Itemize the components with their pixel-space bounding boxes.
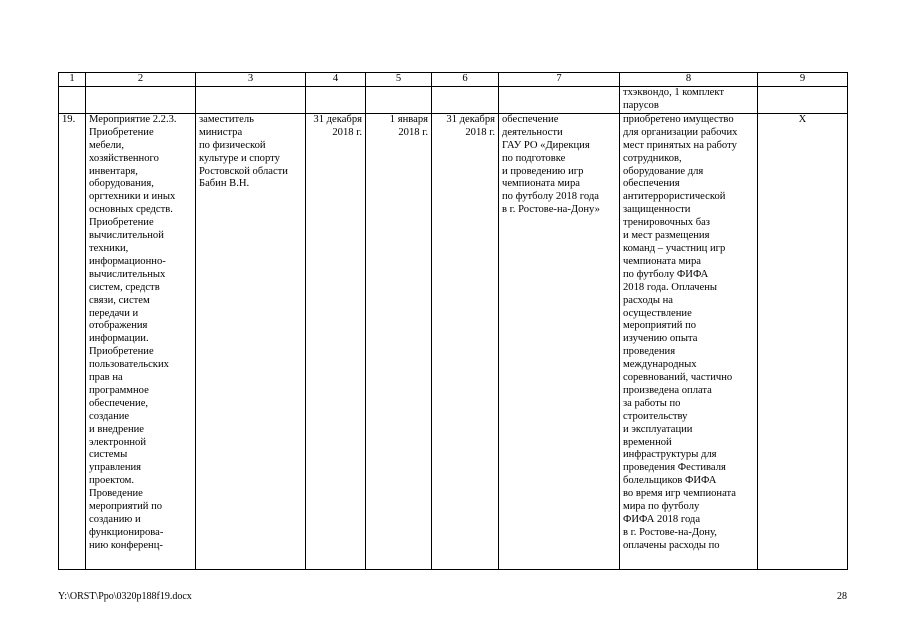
footer-file-path: Y:\ORST\Ppo\0320p188f19.docx <box>58 591 192 602</box>
table-cell <box>196 86 306 113</box>
page-number: 28 <box>837 591 847 602</box>
column-number: 8 <box>620 73 758 87</box>
measure-cell: Мероприятие 2.2.3. Приобретение мебели, хозяйственного инвентаря, оборудования, оргтехники и иных основных средств. Приобретение вычислительной техники, информационно- вычислительных систем, средств связи, систем передачи и отображения информации. Приобретение пользовательских прав на программное обеспечение, создание и внедрение электронной системы управления проектом. Проведение мероприятий по созданию и функционирова- нию конференц- <box>86 113 196 569</box>
actual-result-cell: приобретено имущество для организации рабочих мест принятых на работу сотрудников, оборудование для обеспечения антитеррористической защищенности тренировочных баз и мест размещения команд – участниц игр чемпионата мира по футболу ФИФА 2018 года. Оплачены расходы на осуществление мероприятий по изучению опыта проведения международных соревнований, частично произведена оплата за работы по строительству и эксплуатации временной инфраструктуры для проведения Фестиваля болельщиков ФИФА во время игр чемпионата мира по футболу ФИФА 2018 года в г. Ростове-на-Дону, оплачены расходы по <box>620 113 758 569</box>
column-number: 7 <box>499 73 620 87</box>
table-cell: тхэквондо, 1 комплект парусов <box>620 86 758 113</box>
table-cell <box>59 86 86 113</box>
actual-end-date-cell: 31 декабря 2018 г. <box>432 113 499 569</box>
document-table <box>58 72 848 570</box>
column-number: 3 <box>196 73 306 87</box>
table-cell <box>758 86 848 113</box>
column-number: 5 <box>366 73 432 87</box>
reason-cell: Х <box>758 113 848 569</box>
planned-end-date-cell: 31 декабря 2018 г. <box>306 113 366 569</box>
actual-start-date-cell: 1 января 2018 г. <box>366 113 432 569</box>
column-number: 4 <box>306 73 366 87</box>
row-number-cell: 19. <box>59 113 86 569</box>
table-cell <box>306 86 366 113</box>
table-row <box>59 113 848 569</box>
column-number: 6 <box>432 73 499 87</box>
column-number: 2 <box>86 73 196 87</box>
column-number: 1 <box>59 73 86 87</box>
column-number: 9 <box>758 73 848 87</box>
table-cell <box>499 86 620 113</box>
planned-result-cell: обеспечение деятельности ГАУ РО «Дирекция по подготовке и проведению игр чемпионата мира по футболу 2018 года в г. Ростове-на-Дону» <box>499 113 620 569</box>
table-cell <box>86 86 196 113</box>
continuation-row <box>59 86 848 113</box>
column-number-row <box>59 73 848 87</box>
table-cell <box>432 86 499 113</box>
table-cell <box>366 86 432 113</box>
responsible-cell: заместитель министра по физической культуре и спорту Ростовской области Бабин В.Н. <box>196 113 306 569</box>
